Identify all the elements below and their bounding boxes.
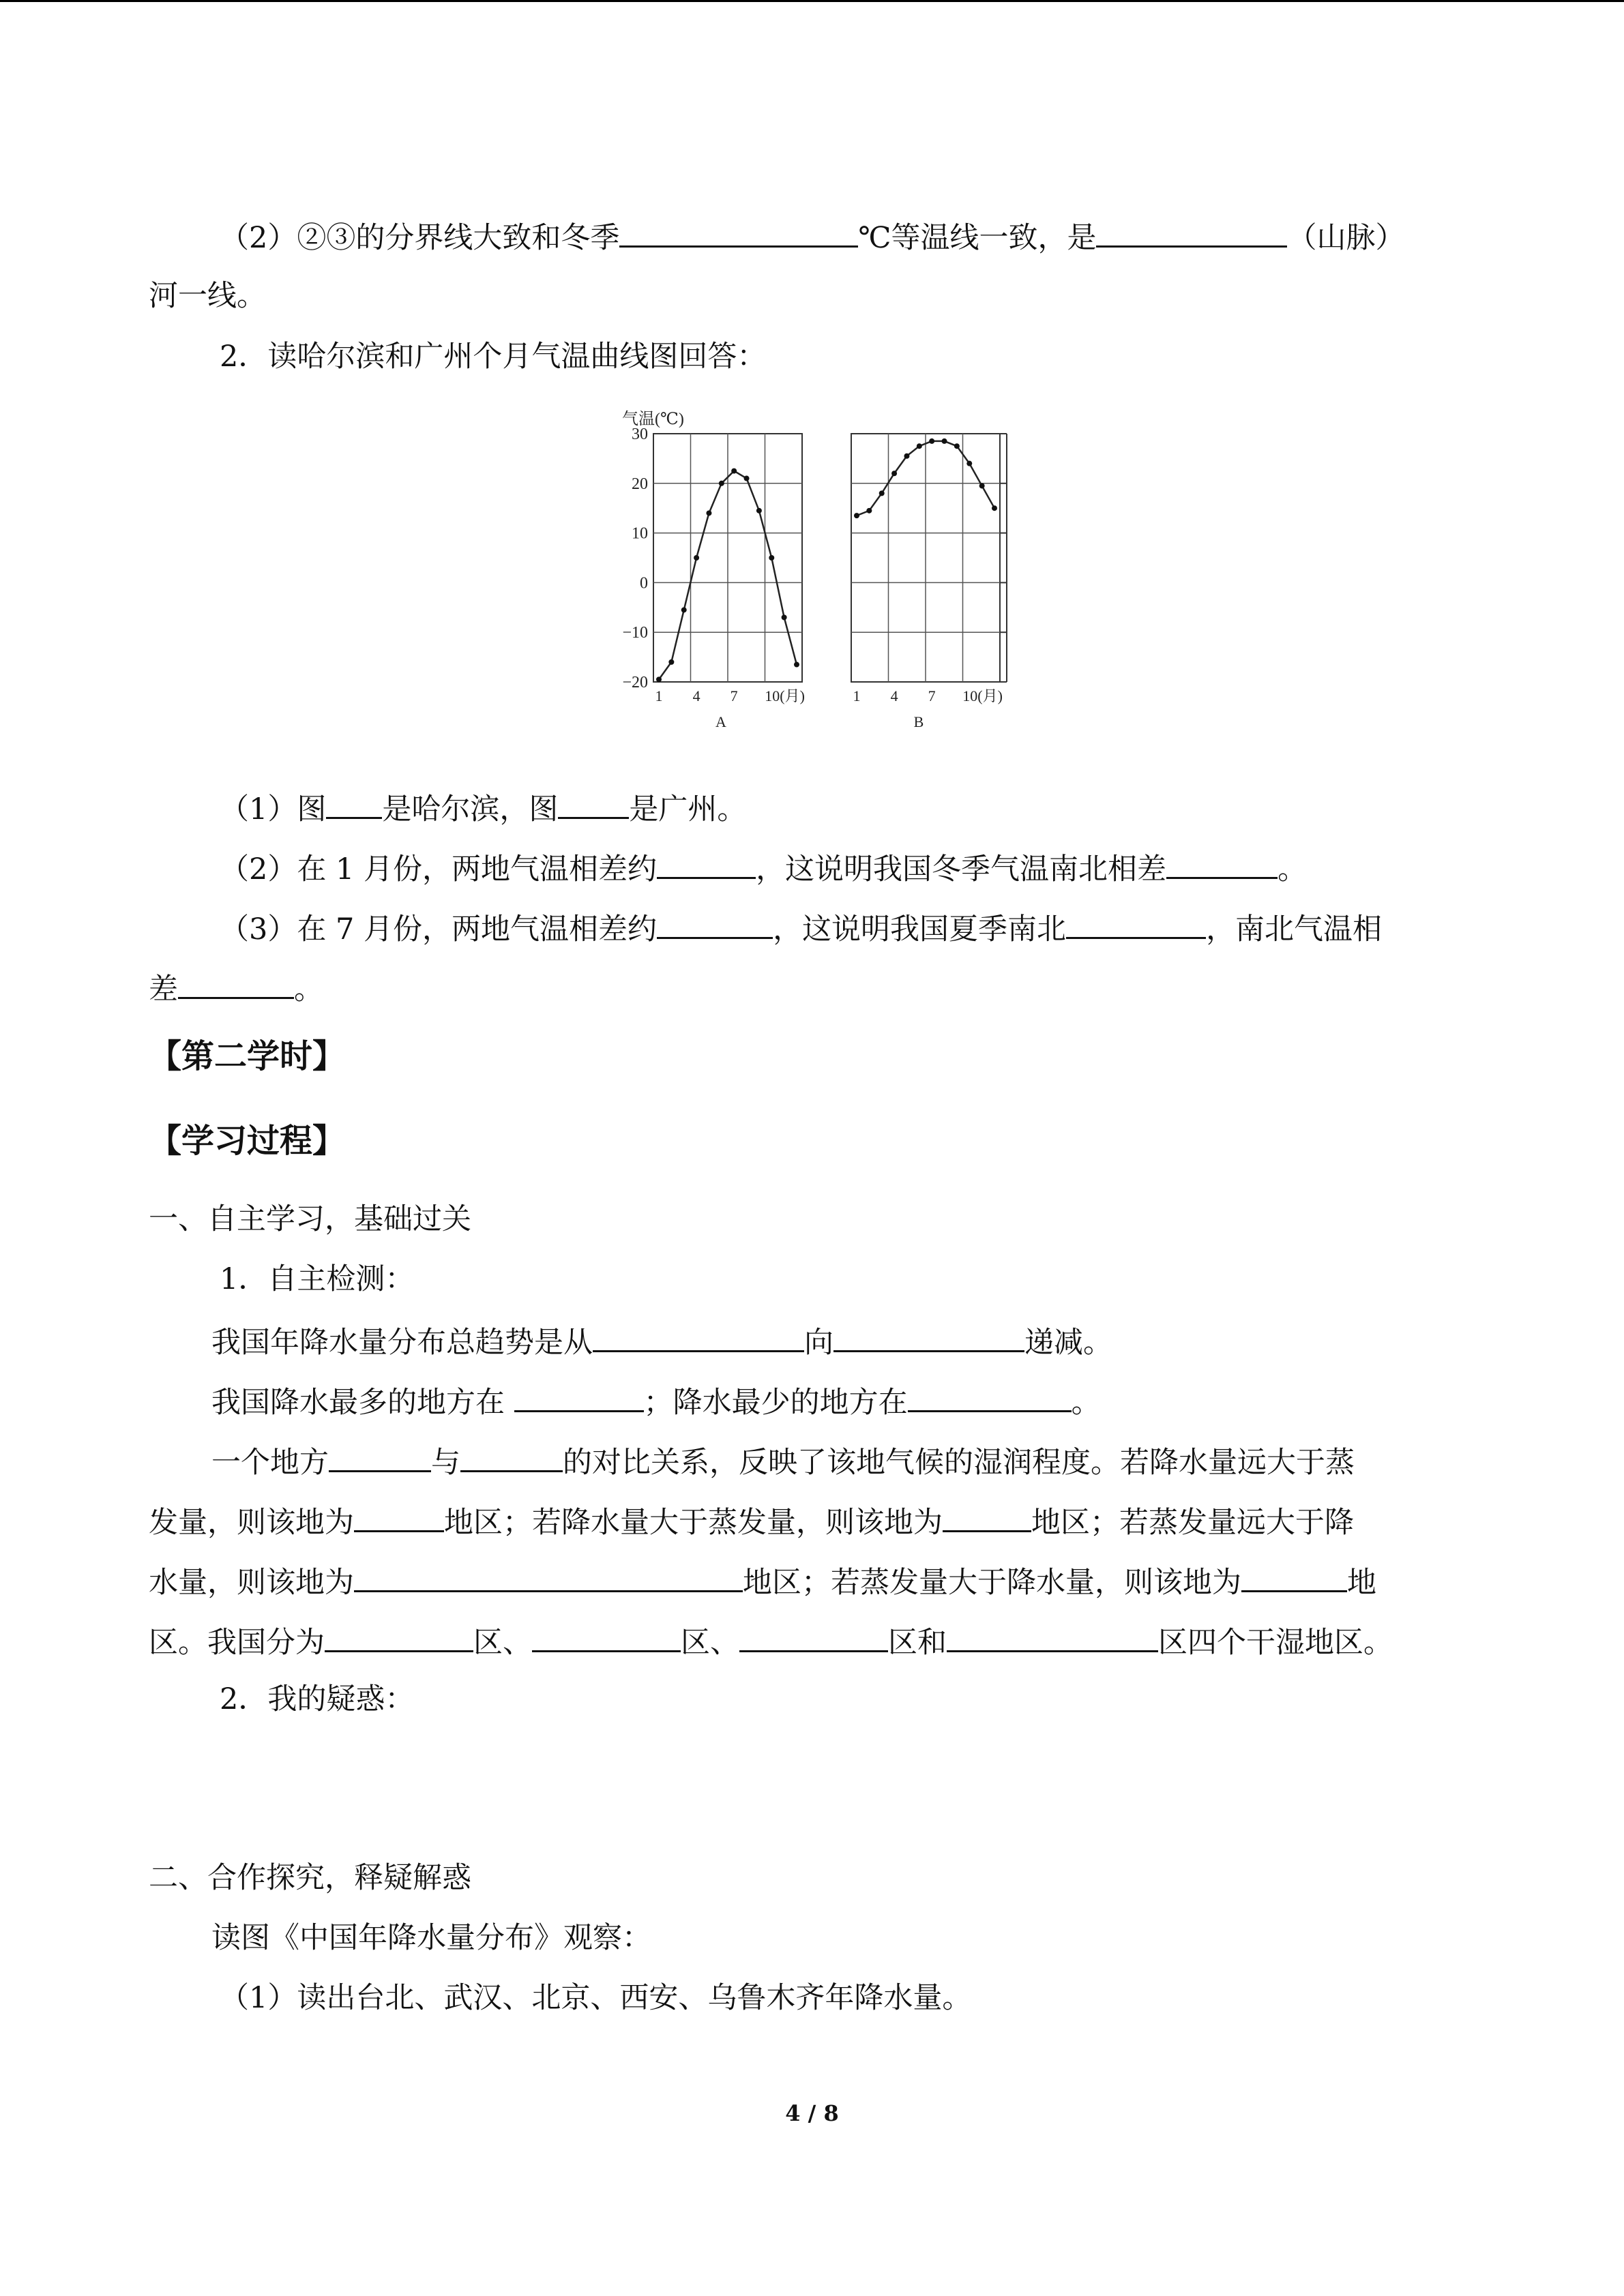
section1-s2: 我国降水最多的地方在 ；降水最少的地方在 。 — [211, 1380, 1101, 1422]
x-tick-label: 1 — [655, 687, 663, 704]
q1-part2-line1: （2）②③的分界线大致和冬季 ℃等温线一致，是 （山脉） — [220, 215, 1404, 257]
panel-B-data-point — [929, 438, 934, 444]
panel-label: B — [913, 713, 924, 730]
q2-intro: 2．读哈尔滨和广州个月气温曲线图回答： — [220, 340, 767, 374]
section1-s3: 一个地方 与 的对比关系，反映了该地气候的湿润程度。若降水量远大于蒸 — [211, 1440, 1355, 1482]
panel-A-data-point — [694, 555, 699, 561]
section2-read: 读图《中国年降水量分布》观察： — [211, 1921, 651, 1955]
panel-label: A — [715, 713, 726, 730]
panel-B-data-point — [992, 505, 997, 511]
page-number: 4 / 8 — [785, 2100, 839, 2126]
temperature-chart — [593, 396, 1030, 736]
section1-title: 一、自主学习，基础过关 — [149, 1202, 471, 1236]
panel-B-data-point — [904, 453, 909, 459]
panel-B-data-point — [942, 438, 947, 444]
panel-A-data-point — [731, 468, 737, 474]
heading-second-session: 【第二学时】 — [149, 1037, 346, 1075]
y-tick-label: 10 — [632, 524, 648, 543]
panel-A-data-point — [794, 662, 799, 668]
panel-A-data-point — [756, 508, 762, 513]
x-tick-label: 10(月) — [765, 687, 805, 704]
x-tick-label: 7 — [730, 687, 738, 704]
y-tick-label: −10 — [622, 624, 648, 642]
temperature-chart-svg — [593, 396, 1030, 736]
top-border — [0, 0, 1624, 2]
panel-A-data-point — [769, 555, 774, 561]
panel-B-data-point — [891, 471, 897, 476]
x-tick-label: 4 — [890, 687, 898, 704]
q2-part3: （3）在 7 月份，两地气温相差约 ，这说明我国夏季南北 ，南北气温相 — [220, 907, 1382, 949]
panel-B-data-point — [917, 443, 922, 449]
y-tick-label: −20 — [622, 674, 648, 691]
q2-part3-cont: 差 。 — [149, 967, 323, 1009]
section2-title: 二、合作探究，释疑解惑 — [149, 1861, 471, 1895]
section1-item2: 2．我的疑惑： — [220, 1682, 415, 1716]
panel-B-data-point — [954, 443, 960, 449]
x-tick-label: 1 — [853, 687, 861, 704]
panel-A-data-point — [706, 510, 711, 516]
panel-B-data-point — [979, 483, 985, 488]
panel-A-data-point — [656, 676, 662, 682]
y-tick-label: 30 — [632, 426, 648, 443]
panel-A-data-point — [681, 607, 687, 612]
x-tick-label: 10(月) — [962, 687, 1003, 704]
panel-A-data-point — [668, 659, 674, 665]
section1-item1: 1．自主检测： — [220, 1262, 415, 1296]
panel-B-data-point — [879, 490, 885, 496]
x-tick-label: 7 — [928, 687, 936, 704]
section1-s1: 我国年降水量分布总趋势是从 向 递减。 — [211, 1320, 1112, 1362]
section1-s4: 发量，则该地为 地区；若降水量大于蒸发量，则该地为 地区；若蒸发量远大于降 — [149, 1500, 1354, 1542]
panel-B-data-point — [866, 508, 872, 513]
section2-q1: （1）读出台北、武汉、北京、西安、乌鲁木齐年降水量。 — [220, 1981, 972, 2015]
q2-part2: （2）在 1 月份，两地气温相差约 ，这说明我国冬季气温南北相差 。 — [220, 847, 1307, 889]
panel-B-data-point — [854, 513, 859, 518]
y-tick-label: 0 — [640, 574, 648, 593]
q1-part2-line2: 河一线。 — [149, 279, 266, 313]
panel-A-data-point — [719, 481, 724, 486]
section1-s5: 水量，则该地为 地区；若蒸发量大于降水量，则该地为 地 — [149, 1560, 1376, 1602]
q2-part1: （1）图 是哈尔滨，图 是广州。 — [220, 787, 746, 829]
x-tick-label: 4 — [692, 687, 700, 704]
y-axis-label: 气温(℃) — [622, 411, 684, 428]
heading-learning-process: 【学习过程】 — [149, 1122, 346, 1160]
panel-B-data-point — [966, 461, 972, 466]
section1-s6: 区。我国分为 区、 区、 区和 区四个干湿地区。 — [149, 1620, 1393, 1662]
y-tick-label: 20 — [632, 475, 648, 493]
panel-A-data-point — [782, 614, 787, 620]
panel-A-data-point — [744, 476, 750, 481]
